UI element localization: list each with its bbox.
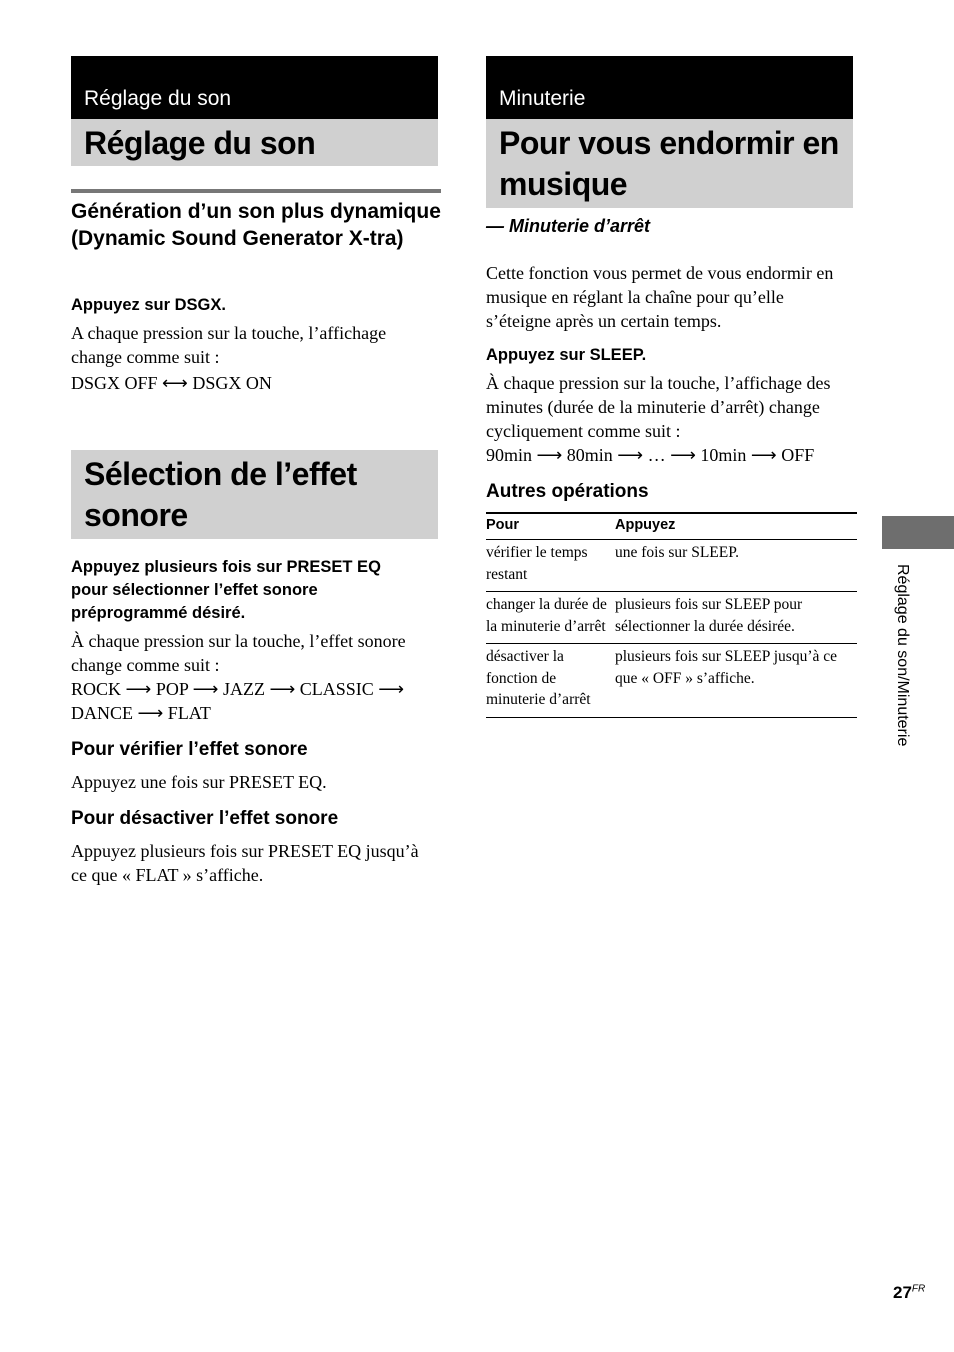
table-row [486,540,857,592]
dsgx-text [71,321,386,395]
table-cell: changer la durée de la minuterie d’arrêt [486,592,615,644]
side-tab-label: Réglage du son/Minuterie [894,564,911,747]
text-line: A chaque pression sur la touche, l’affichage [71,323,387,343]
sleep-text [486,371,831,467]
section-tab-right: Minuterie [486,56,853,119]
check-heading: Pour vérifier l’effet sonore [71,739,308,760]
text-line: s’éteigne après un certain temps. [486,311,722,331]
sleep-subtitle: — Minuterie d’arrêt [486,216,651,236]
text-line: Cette fonction vous permet de vous endormir en [486,263,834,283]
table-cell: plusieurs fois sur SLEEP pour sélectionner la durée désirée. [615,592,857,644]
dsgx-step: Appuyez sur DSGX. [71,296,226,314]
text-line: À chaque pression sur la touche, l’affichage des [486,373,831,393]
effect-step [71,556,381,625]
column-header: Pour [486,513,615,540]
title-line: Pour vous endormir en [499,125,839,161]
text-line: change comme suit : [71,655,220,675]
text-line: cycliquement comme suit : [486,421,681,441]
section-tab-left: Réglage du son [71,56,438,119]
effect-text [71,629,406,725]
effect-sequence: DANCE ⟶ FLAT [71,703,211,723]
table-cell: une fois sur SLEEP. [615,540,857,592]
title-line: musique [499,166,628,202]
sleep-sequence: 90min ⟶ 80min ⟶ … ⟶ 10min ⟶ OFF [486,445,815,465]
text-line: musique en réglant la chaîne pour qu’elle [486,287,784,307]
divider [71,189,441,193]
page-number [893,1283,925,1303]
effect-sequence: ROCK ⟶ POP ⟶ JAZZ ⟶ CLASSIC ⟶ [71,679,405,699]
side-tab-marker [882,516,954,549]
text-line: Appuyez plusieurs fois sur PRESET EQ jusqu’à [71,841,419,861]
off-text [71,839,419,887]
text-line: À chaque pression sur la touche, l’effet sonore [71,631,406,651]
page-number-value: 27 [893,1283,912,1302]
title-line: Sélection de l’effet [84,456,357,492]
table-row [486,644,857,718]
sleep-title [486,119,853,208]
operations-table [486,512,857,718]
text-line: ce que « FLAT » s’affiche. [71,865,264,885]
check-text: Appuyez une fois sur PRESET EQ. [71,772,327,792]
table-cell: plusieurs fois sur SLEEP jusqu’à ce que « OFF » s’affiche. [615,644,857,718]
text-line: Appuyez plusieurs fois sur PRESET EQ [71,558,381,576]
title-line: sonore [84,497,188,533]
column-header: Appuyez [615,513,857,540]
text-line: pour sélectionner l’effet sonore [71,581,318,599]
page-language: FR [911,1283,926,1295]
table-cell: désactiver la fonction de minuterie d’arrêt [486,644,615,718]
dsgx-sequence: DSGX OFF ⟷ DSGX ON [71,373,272,393]
text-line: préprogrammé désiré. [71,604,246,622]
dsgx-heading: Génération d’un son plus dynamique (Dynamic Sound Generator X-tra) [71,200,441,250]
text-line: change comme suit : [71,347,220,367]
sleep-intro [486,261,833,333]
table-header-row [486,513,857,540]
text-line: minutes (durée de la minuterie d’arrêt) change [486,397,820,417]
table-cell: vérifier le temps restant [486,540,615,592]
section-title-left: Réglage du son [71,119,438,166]
other-ops-heading: Autres opérations [486,481,649,502]
off-heading: Pour désactiver l’effet sonore [71,808,339,829]
table-row [486,592,857,644]
effect-title [71,450,438,539]
sleep-step: Appuyez sur SLEEP. [486,346,647,364]
